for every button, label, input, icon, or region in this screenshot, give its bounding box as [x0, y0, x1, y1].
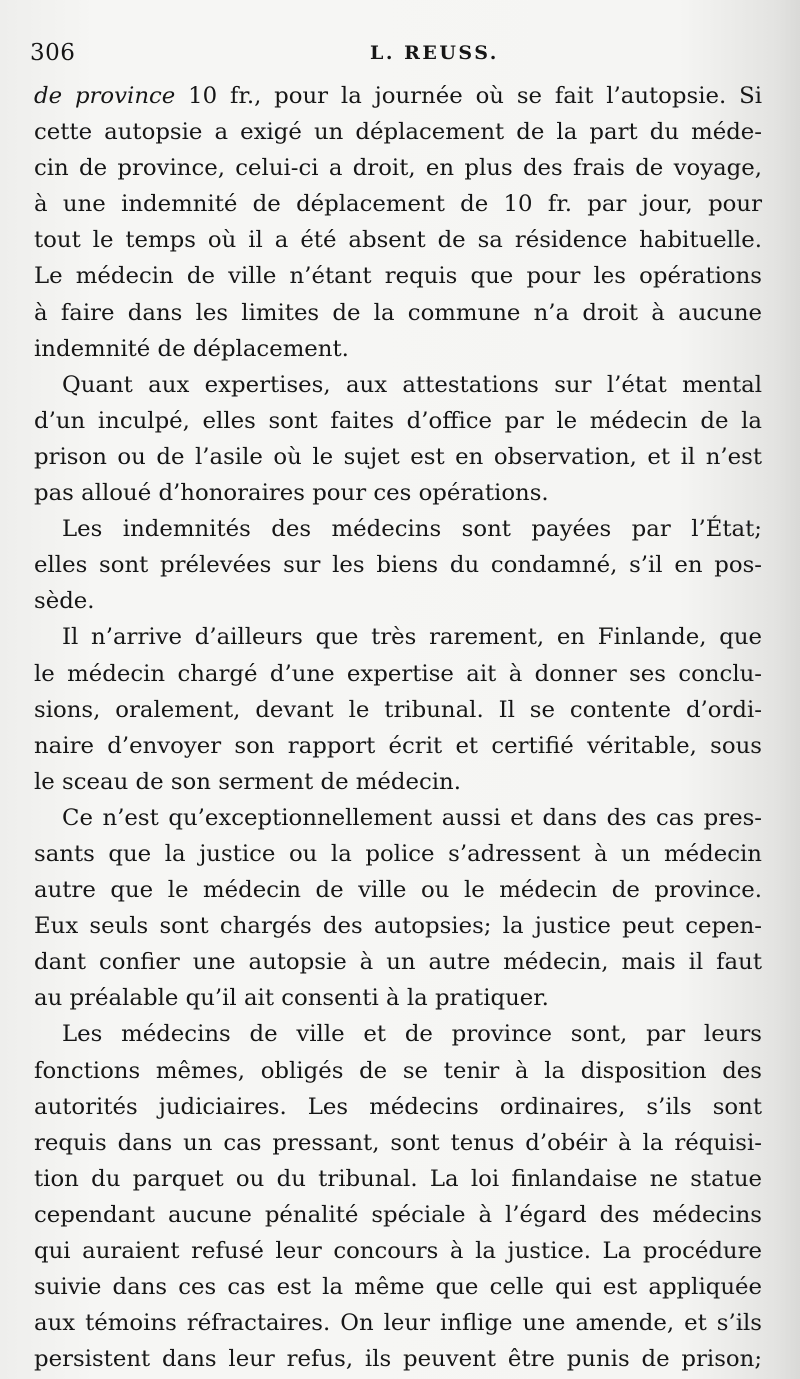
line-text: sède.: [34, 588, 95, 615]
line-text: à une indemnité de déplacement de 10 fr. par jour, pour: [34, 191, 762, 218]
text-line: [34, 944, 762, 980]
line-text: à faire dans les limites de la commune n’a droit à aucune: [34, 299, 762, 326]
page-header: [30, 38, 770, 78]
line-text: naire d’envoyer son rapport écrit et certifié véritable, sous: [34, 732, 762, 759]
text-line: [34, 1269, 762, 1305]
line-text: Eux seuls sont chargés des autopsies; la justice peut cepen-: [34, 913, 762, 940]
paragraph: [34, 619, 762, 799]
line-text: autorités judiciaires. Les médecins ordinaires, s’ils sont: [34, 1093, 762, 1120]
line-text: Les indemnités des médecins sont payées par l’État;: [62, 516, 762, 543]
line-text: au préalable qu’il ait consenti à la pratiquer.: [34, 985, 549, 1012]
text-line: [34, 764, 762, 800]
line-text: elles sont prélevées sur les biens du condamné, s’il en pos-: [34, 552, 762, 579]
text-line: [34, 331, 762, 367]
italic-text: de province: [34, 83, 176, 109]
paragraph: [34, 78, 762, 367]
paragraph: [34, 367, 762, 511]
text-line: [34, 150, 762, 186]
paragraph: [34, 800, 762, 1017]
text-line: [34, 511, 762, 547]
text-line: [34, 78, 762, 114]
text-line: [34, 619, 762, 655]
text-line: [34, 222, 762, 258]
line-text: indemnité de déplacement.: [34, 335, 349, 362]
text-line: [34, 872, 762, 908]
text-line: [34, 439, 762, 475]
text-line: [34, 800, 762, 836]
line-text: dant confier une autopsie à un autre médecin, mais il faut: [34, 949, 762, 976]
text-line: [34, 1053, 762, 1089]
line-text: sants que la justice ou la police s’adressent à un médecin: [34, 840, 762, 867]
text-line: [34, 1089, 762, 1125]
text-line: [34, 403, 762, 439]
line-text: Quant aux expertises, aux attestations sur l’état mental: [62, 371, 762, 398]
text-line: [34, 980, 762, 1016]
text-line: [34, 295, 762, 331]
line-text: aux témoins réfractaires. On leur inflige une amende, et s’ils: [34, 1310, 762, 1337]
line-text: tout le temps où il a été absent de sa résidence habituelle.: [34, 227, 762, 254]
running-head: L. REUSS.: [370, 42, 499, 64]
line-text: suivie dans ces cas est la même que celle qui est appliquée: [34, 1274, 762, 1301]
text-line: [34, 1016, 762, 1052]
line-text: fonctions mêmes, obligés de se tenir à la disposition des: [34, 1057, 762, 1084]
text-line: [34, 583, 762, 619]
line-text: Le médecin de ville n’étant requis que pour les opérations: [34, 263, 762, 290]
line-text: tion du parquet ou du tribunal. La loi finlandaise ne statue: [34, 1165, 762, 1192]
text-line: [34, 728, 762, 764]
text-line: [34, 908, 762, 944]
text-line: [34, 1305, 762, 1341]
body-text: [34, 78, 762, 1377]
line-text: le médecin chargé d’une expertise ait à donner ses conclu-: [34, 660, 762, 687]
text-line: [34, 692, 762, 728]
line-text: Les médecins de ville et de province sont, par leurs: [62, 1021, 762, 1048]
text-line: [34, 367, 762, 403]
line-text: cin de province, celui-ci a droit, en plus des frais de voyage,: [34, 155, 762, 182]
line-text: qui auraient refusé leur concours à la justice. La procédure: [34, 1238, 762, 1264]
text-line: [34, 1125, 762, 1161]
text-line: [34, 547, 762, 583]
text-line: [34, 656, 762, 692]
text-line: [34, 1233, 762, 1269]
line-text: 10 fr., pour la journée où se fait l’autopsie. Si: [175, 83, 762, 109]
text-line: [34, 258, 762, 294]
text-line: [34, 1341, 762, 1377]
text-line: [34, 114, 762, 150]
text-line: [34, 475, 762, 511]
line-text: le sceau de son serment de médecin.: [34, 768, 461, 795]
paragraph: [34, 511, 762, 619]
line-text: Il n’arrive d’ailleurs que très rarement, en Finlande, que: [62, 624, 762, 651]
line-text: prison ou de l’asile où le sujet est en observation, et il n’est: [34, 443, 762, 470]
text-line: [34, 836, 762, 872]
page-number: 306: [30, 40, 76, 66]
text-line: [34, 1197, 762, 1233]
line-text: Ce n’est qu’exceptionnellement aussi et dans des cas pres-: [62, 804, 762, 831]
line-text: persistent dans leur refus, ils peuvent être punis de prison;: [34, 1346, 762, 1373]
line-text: requis dans un cas pressant, sont tenus d’obéir à la réquisi-: [34, 1129, 762, 1156]
line-text: cependant aucune pénalité spéciale à l’égard des médecins: [34, 1201, 762, 1228]
line-text: d’un inculpé, elles sont faites d’office par le médecin de la: [34, 407, 762, 434]
line-text: sions, oralement, devant le tribunal. Il se contente d’ordi-: [34, 696, 762, 723]
paragraph: [34, 1016, 762, 1377]
text-line: [34, 186, 762, 222]
text-line: [34, 1161, 762, 1197]
line-text: autre que le médecin de ville ou le médecin de province.: [34, 877, 762, 904]
line-text: cette autopsie a exigé un déplacement de la part du méde-: [34, 119, 762, 146]
line-text: pas alloué d’honoraires pour ces opérations.: [34, 480, 549, 507]
